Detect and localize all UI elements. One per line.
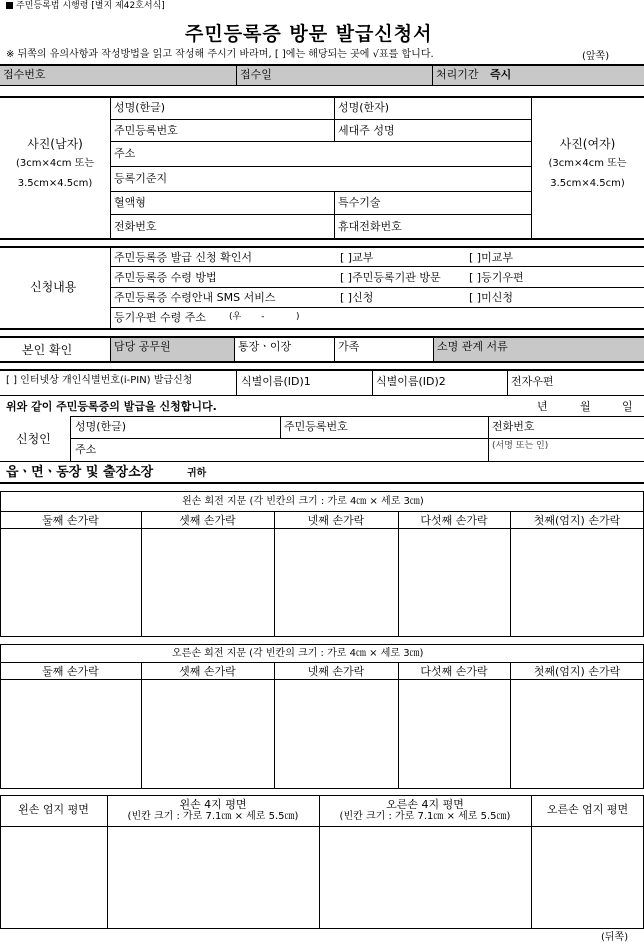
divider xyxy=(110,141,531,142)
divider xyxy=(110,166,531,167)
right-ring-finger-header: 넷째 손가락 xyxy=(307,665,365,678)
left-four-flat-size: (빈칸 크기 : 가로 7.1㎝ × 세로 5.5㎝) xyxy=(127,811,299,822)
processing-period-label: 처리기간 xyxy=(436,68,479,81)
right-four-flat-header: 오른손 4지 평면 xyxy=(386,798,464,811)
divider xyxy=(0,795,644,796)
right-middle-finger-header: 셋째 손가락 xyxy=(179,665,236,678)
date-month-label: 월 xyxy=(580,400,591,413)
divider xyxy=(0,369,644,371)
applicant-label: 신청인 xyxy=(16,432,51,446)
divider xyxy=(334,97,335,119)
front-side-label: (앞쪽) xyxy=(582,51,610,62)
divider xyxy=(0,491,644,492)
left-four-flat-box[interactable] xyxy=(108,827,319,928)
address-field[interactable]: 주소 xyxy=(114,147,136,160)
right-rolled-title: 오른손 회전 지문 (각 빈칸의 크기 : 가로 4㎝ × 세로 3㎝) xyxy=(172,648,424,659)
right-four-flat-size: (빈칸 크기 : 가로 7.1㎝ × 세로 5.5㎝) xyxy=(339,811,511,822)
divider xyxy=(0,395,644,396)
divider xyxy=(0,788,644,789)
recipient-name: 읍ㆍ면ㆍ동장 및 출장소장 xyxy=(6,465,154,480)
right-thumb-flat-header: 오른손 엄지 평면 xyxy=(546,803,629,816)
applicant-rrn-field[interactable]: 주민등록번호 xyxy=(284,420,348,433)
official-check-cell[interactable]: 담당 공무원 xyxy=(114,340,171,353)
sms-decline-option[interactable]: [ ]미신청 xyxy=(469,291,513,304)
right-index-finger-header: 둘째 손가락 xyxy=(42,665,99,678)
left-ring-finger-header: 넷째 손가락 xyxy=(307,514,365,527)
photo-male-title: 사진(남자) xyxy=(27,137,83,151)
divider xyxy=(0,461,644,462)
date-day-label: 일 xyxy=(622,400,633,413)
registered-mail-option[interactable]: [ ]등기우편 xyxy=(469,271,524,284)
declaration-text: 위와 같이 주민등록증의 발급을 신청합니다. xyxy=(6,400,217,413)
divider xyxy=(110,307,644,308)
receipt-number-label: 접수번호 xyxy=(3,68,46,81)
right-thumb-flat-box[interactable] xyxy=(532,827,643,928)
relation-doc-cell[interactable]: 소명 관계 서류 xyxy=(437,340,508,353)
divider xyxy=(0,96,644,98)
photo-male-size: (3cm×4cm 또는 xyxy=(16,158,94,169)
divider xyxy=(334,119,335,141)
divider xyxy=(0,644,644,645)
left-little-print-box[interactable] xyxy=(399,529,510,636)
divider xyxy=(236,371,237,395)
confirmation-slip-label: 주민등록증 발급 신청 확인서 xyxy=(114,251,253,264)
right-middle-print-box[interactable] xyxy=(142,680,274,788)
right-little-print-box[interactable] xyxy=(399,680,510,788)
photo-female-box xyxy=(531,138,644,189)
divider xyxy=(334,338,335,361)
divider xyxy=(110,214,531,215)
photo-female-size-alt: 3.5cm×4.5cm) xyxy=(550,178,625,189)
divider xyxy=(70,416,644,417)
divider xyxy=(110,119,531,120)
recipient-suffix: 귀하 xyxy=(187,468,207,479)
divider xyxy=(110,266,644,267)
receipt-date-label: 접수일 xyxy=(240,68,272,81)
sms-service-label: 주민등록증 수령안내 SMS 서비스 xyxy=(114,291,276,304)
left-middle-finger-header: 셋째 손가락 xyxy=(179,514,236,527)
form-notice: ※ 뒤쪽의 유의사항과 작성방법을 읽고 작성해 주시기 바라며, [ ]에는 해당되는 곳에 √표를 합니다. xyxy=(6,49,434,60)
back-side-label: (뒤쪽) xyxy=(601,932,629,943)
left-index-print-box[interactable] xyxy=(1,529,141,636)
divider xyxy=(0,238,644,240)
receipt-method-label: 주민등록증 수령 방법 xyxy=(114,271,217,284)
divider xyxy=(280,416,281,438)
left-index-finger-header: 둘째 손가락 xyxy=(42,514,99,527)
householder-field[interactable]: 세대주 성명 xyxy=(338,124,395,137)
identity-check-label: 본인 확인 xyxy=(22,343,73,357)
divider xyxy=(0,328,644,330)
divider xyxy=(0,636,644,637)
photo-male-box xyxy=(0,138,110,189)
divider xyxy=(234,338,235,361)
divider xyxy=(110,287,644,288)
law-reference: 주민등록법 시행령 [별지 제42호서식] xyxy=(16,1,165,11)
applicant-phone-field[interactable]: 전화번호 xyxy=(492,420,535,433)
photo-female-size: (3cm×4cm 또는 xyxy=(548,158,627,169)
form-corner-mark xyxy=(6,2,13,9)
visit-office-option[interactable]: [ ]주민등록기관 방문 xyxy=(340,271,441,284)
divider xyxy=(0,928,644,929)
divider xyxy=(432,66,433,85)
phone-field[interactable]: 전화번호 xyxy=(114,220,157,233)
divider xyxy=(372,371,373,395)
left-little-finger-header: 다섯째 손가락 xyxy=(420,514,488,527)
left-thumb-header: 첫째(엄지) 손가락 xyxy=(533,514,621,527)
left-thumb-flat-header: 왼손 엄지 평면 xyxy=(18,803,89,816)
left-thumb-print-box[interactable] xyxy=(511,529,643,636)
divider xyxy=(0,361,644,363)
ipin-id1-field[interactable]: 식별이름(ID)1 xyxy=(241,375,311,388)
divider xyxy=(0,482,644,484)
divider xyxy=(507,371,508,395)
divider xyxy=(70,438,644,439)
left-ring-print-box[interactable] xyxy=(275,529,398,636)
form-title: 주민등록증 방문 발급신청서 xyxy=(185,23,433,45)
divider xyxy=(0,662,644,663)
tongjang-check-cell[interactable]: 통장ㆍ이장 xyxy=(238,340,292,353)
special-skill-field[interactable]: 특수기술 xyxy=(338,196,381,209)
divider xyxy=(110,248,111,328)
divider xyxy=(110,338,111,361)
application-content-label: 신청내용 xyxy=(30,280,77,294)
left-middle-print-box[interactable] xyxy=(142,529,274,636)
divider xyxy=(110,191,531,192)
applicant-address-field[interactable]: 주소 xyxy=(75,443,97,456)
divider xyxy=(0,85,644,86)
receipt-row-shading xyxy=(0,66,644,85)
name-korean-field[interactable]: 성명(한글) xyxy=(114,101,166,114)
right-thumb-header: 첫째(엄지) 손가락 xyxy=(533,665,621,678)
photo-male-size-alt: 3.5cm×4.5cm) xyxy=(17,178,93,189)
confirmation-no-issue-option[interactable]: [ ]미교부 xyxy=(469,251,513,264)
divider xyxy=(0,246,644,248)
registration-base-field[interactable]: 등록기준지 xyxy=(114,172,168,185)
date-year-label: 년 xyxy=(537,400,548,413)
family-check-cell[interactable]: 가족 xyxy=(338,340,360,353)
right-four-flat-box[interactable] xyxy=(320,827,531,928)
signature-placeholder: (서명 또는 인) xyxy=(492,441,549,451)
left-four-flat-header: 왼손 4지 평면 xyxy=(179,798,247,811)
left-thumb-flat-box[interactable] xyxy=(1,827,107,928)
right-index-print-box[interactable] xyxy=(1,680,141,788)
confirmation-issue-option[interactable]: [ ]교부 xyxy=(340,251,374,264)
name-hanja-field[interactable]: 성명(한자) xyxy=(338,101,390,114)
ipin-id2-field[interactable]: 식별이름(ID)2 xyxy=(376,375,446,388)
divider xyxy=(236,66,237,85)
right-ring-print-box[interactable] xyxy=(275,680,398,788)
processing-period-value: 즉시 xyxy=(490,68,512,81)
email-field[interactable]: 전자우편 xyxy=(511,375,554,388)
mobile-field[interactable]: 휴대전화번호 xyxy=(338,220,402,233)
rrn-field[interactable]: 주민등록번호 xyxy=(114,124,178,137)
divider xyxy=(433,338,434,361)
postal-code-field[interactable]: (우 - ) xyxy=(229,312,300,322)
applicant-name-field[interactable]: 성명(한글) xyxy=(75,420,127,433)
sms-apply-option[interactable]: [ ]신청 xyxy=(340,291,374,304)
right-little-finger-header: 다섯째 손가락 xyxy=(420,665,488,678)
postal-address-field[interactable]: 등기우편 수령 주소 xyxy=(114,311,207,324)
divider xyxy=(0,511,644,512)
ipin-apply-checkbox[interactable]: [ ] 인터넷상 개인식별번호(i-PIN) 발급신청 xyxy=(6,375,193,386)
blood-type-field[interactable]: 혈액형 xyxy=(114,196,146,209)
right-thumb-print-box[interactable] xyxy=(511,680,643,788)
photo-female-title: 사진(여자) xyxy=(559,137,616,151)
left-rolled-title: 왼손 회전 지문 (각 빈칸의 크기 : 가로 4㎝ × 세로 3㎝) xyxy=(182,496,424,507)
